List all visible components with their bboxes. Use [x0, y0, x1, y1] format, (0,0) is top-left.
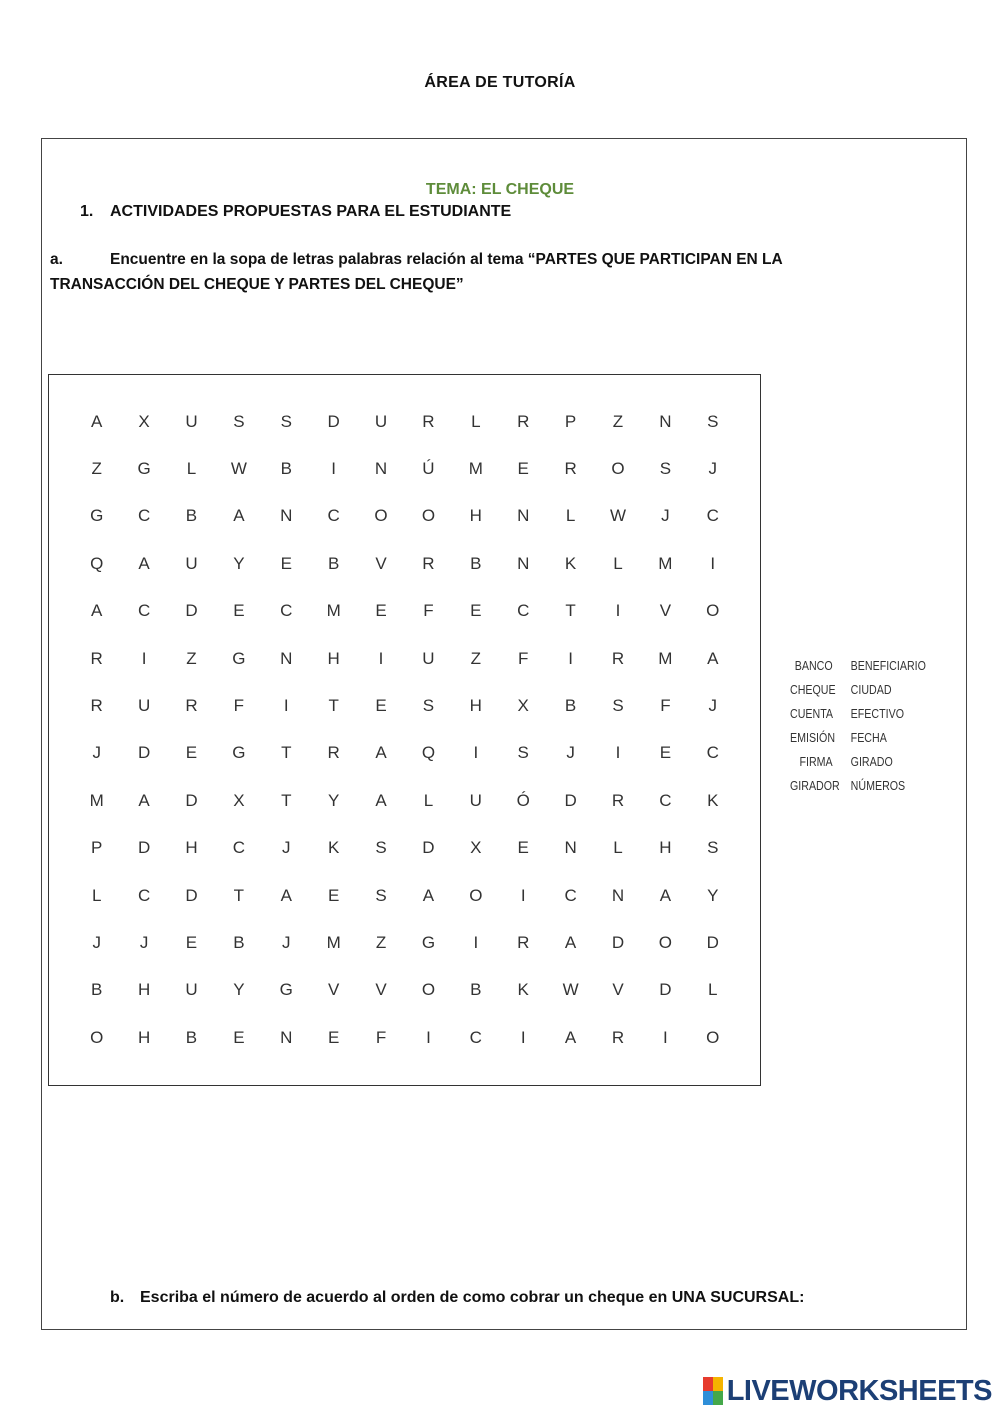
grid-cell[interactable]: L — [613, 838, 623, 858]
grid-cell[interactable]: R — [611, 790, 625, 810]
grid-cell[interactable]: R — [185, 696, 198, 716]
grid-cell[interactable]: V — [327, 980, 340, 1000]
word-list-item: CUENTA — [790, 706, 834, 721]
grid-cell[interactable]: S — [375, 885, 387, 905]
grid-cell[interactable]: D — [327, 411, 340, 431]
grid-cell[interactable]: I — [520, 885, 526, 905]
grid-cell[interactable]: B — [91, 980, 103, 1000]
instruction-b — [110, 1289, 804, 1307]
grid-cell[interactable]: K — [707, 790, 719, 810]
grid-cell[interactable]: Q — [90, 553, 104, 573]
grid-cell[interactable]: T — [233, 885, 245, 905]
grid-cell[interactable]: C — [469, 1027, 482, 1047]
grid-cell[interactable]: N — [517, 506, 530, 526]
grid-cell[interactable]: H — [659, 838, 672, 858]
grid-cell[interactable]: L — [423, 790, 434, 810]
grid-cell[interactable]: O — [611, 459, 625, 479]
grid-cell[interactable]: X — [233, 790, 245, 810]
grid-cell[interactable]: E — [280, 553, 292, 573]
grid-cell[interactable]: E — [375, 696, 387, 716]
grid-cell[interactable]: J — [661, 506, 670, 526]
grid-cell[interactable]: E — [185, 743, 198, 763]
grid-cell[interactable]: T — [565, 601, 576, 621]
grid-cell[interactable]: I — [615, 601, 621, 621]
grid-cell[interactable]: N — [374, 459, 388, 479]
grid-cell[interactable]: E — [470, 601, 482, 621]
grid-cell[interactable]: R — [517, 932, 530, 952]
grid-cell[interactable]: J — [708, 459, 718, 479]
grid-cell[interactable]: Y — [233, 980, 245, 1000]
grid-cell[interactable]: N — [280, 648, 293, 668]
grid-cell[interactable]: G — [137, 459, 151, 479]
grid-cell[interactable]: C — [706, 743, 719, 763]
grid-cell[interactable]: M — [326, 932, 341, 952]
grid-cell[interactable]: I — [473, 743, 479, 763]
grid-cell[interactable]: E — [517, 459, 529, 479]
grid-cell[interactable]: S — [422, 696, 435, 716]
grid-cell[interactable]: Z — [470, 648, 482, 668]
grid-cell[interactable]: D — [422, 838, 435, 858]
grid-cell[interactable]: D — [185, 885, 198, 905]
grid-cell[interactable]: O — [90, 1027, 104, 1047]
grid-cell[interactable]: G — [232, 648, 246, 668]
grid-cell[interactable]: B — [470, 553, 482, 573]
grid-cell[interactable]: B — [327, 553, 340, 573]
grid-cell[interactable]: E — [517, 838, 529, 858]
instruction-b-letter: b. — [110, 1289, 125, 1306]
grid-cell[interactable]: L — [565, 506, 576, 526]
grid-cell[interactable]: U — [374, 411, 388, 431]
grid-cell[interactable]: F — [423, 601, 434, 621]
grid-cell[interactable]: Y — [327, 790, 340, 810]
word-search-grid — [73, 398, 737, 1062]
grid-cell[interactable]: I — [141, 648, 147, 668]
grid-cell[interactable]: R — [327, 743, 340, 763]
grid-cell[interactable]: D — [706, 932, 719, 952]
grid-cell[interactable]: W — [609, 506, 627, 526]
grid-cell[interactable]: O — [421, 506, 436, 526]
grid-cell[interactable]: I — [473, 932, 479, 952]
logo-square — [713, 1377, 723, 1391]
grid-cell[interactable]: U — [185, 553, 198, 573]
grid-cell[interactable]: Q — [421, 743, 436, 763]
grid-cell[interactable]: O — [421, 980, 436, 1000]
grid-cell[interactable]: J — [92, 743, 101, 763]
grid-cell[interactable]: E — [185, 932, 198, 952]
grid-cell[interactable]: I — [378, 648, 384, 668]
grid-cell[interactable]: E — [375, 601, 387, 621]
grid-cell[interactable]: A — [707, 648, 719, 668]
grid-cell[interactable]: U — [137, 696, 151, 716]
grid-cell[interactable]: J — [139, 932, 149, 952]
grid-cell[interactable]: D — [564, 790, 577, 810]
grid-cell[interactable]: G — [279, 980, 293, 1000]
grid-cell[interactable]: V — [375, 980, 387, 1000]
grid-cell[interactable]: J — [566, 743, 575, 763]
word-list-item: BENEFICIARIO — [850, 658, 926, 673]
grid-cell[interactable]: L — [613, 553, 623, 573]
grid-cell[interactable]: D — [137, 743, 151, 763]
grid-cell[interactable]: R — [611, 648, 625, 668]
word-list-item: CIUDAD — [850, 682, 892, 697]
grid-cell[interactable]: N — [280, 1027, 293, 1047]
grid-cell[interactable]: Z — [91, 459, 102, 479]
grid-cell[interactable]: D — [185, 790, 198, 810]
grid-cell[interactable]: U — [185, 980, 198, 1000]
grid-cell[interactable]: R — [611, 1027, 625, 1047]
instruction-a — [50, 247, 900, 297]
word-list-item: GIRADOR — [790, 778, 840, 793]
grid-cell[interactable]: D — [137, 838, 151, 858]
grid-cell[interactable]: O — [706, 1027, 720, 1047]
grid-cell[interactable]: R — [90, 648, 103, 668]
grid-cell[interactable]: M — [89, 790, 104, 810]
grid-cell[interactable]: R — [90, 696, 103, 716]
grid-cell[interactable]: K — [564, 553, 577, 573]
grid-cell[interactable]: U — [469, 790, 482, 810]
grid-cell[interactable]: S — [280, 411, 292, 431]
grid-cell[interactable]: V — [612, 980, 624, 1000]
grid-cell[interactable]: B — [564, 696, 577, 716]
grid-cell[interactable]: S — [659, 459, 672, 479]
grid-cell[interactable]: A — [422, 885, 435, 905]
grid-cell[interactable]: T — [281, 743, 292, 763]
grid-cell[interactable]: I — [663, 1027, 668, 1047]
grid-cell[interactable]: J — [282, 838, 291, 858]
grid-cell[interactable]: N — [659, 411, 672, 431]
grid-cell[interactable]: C — [232, 838, 245, 858]
grid-cell[interactable]: R — [422, 411, 435, 431]
grid-cell[interactable]: D — [185, 601, 198, 621]
grid-cell[interactable]: N — [517, 553, 530, 573]
grid-cell[interactable]: H — [137, 980, 151, 1000]
grid-cell[interactable]: A — [564, 932, 577, 952]
grid-cell[interactable]: H — [137, 1027, 151, 1047]
grid-cell[interactable]: D — [611, 932, 625, 952]
grid-cell[interactable]: I — [283, 696, 289, 716]
grid-cell[interactable]: Ó — [516, 790, 530, 810]
grid-cell[interactable]: A — [91, 601, 103, 621]
grid-cell[interactable]: Y — [233, 553, 245, 573]
word-list-item: GIRADO — [850, 754, 893, 769]
grid-cell[interactable]: C — [137, 601, 151, 621]
grid-cell[interactable]: W — [230, 459, 247, 479]
grid-cell[interactable]: E — [327, 885, 340, 905]
liveworksheets-logo-icon — [703, 1377, 723, 1405]
grid-cell[interactable]: I — [710, 553, 716, 573]
activities-number: 1. — [80, 203, 94, 220]
grid-cell[interactable]: B — [185, 506, 198, 526]
grid-cell[interactable]: C — [137, 506, 151, 526]
grid-cell[interactable]: K — [517, 980, 529, 1000]
grid-cell[interactable]: V — [375, 553, 387, 573]
grid-cell[interactable]: Z — [375, 932, 387, 952]
word-list-item: FIRMA — [799, 754, 833, 769]
grid-cell[interactable]: F — [233, 696, 245, 716]
grid-cell[interactable]: X — [470, 838, 482, 858]
grid-cell[interactable]: Y — [707, 885, 719, 905]
activities-heading — [80, 203, 511, 221]
grid-cell[interactable]: A — [375, 743, 387, 763]
grid-cell[interactable]: R — [564, 459, 577, 479]
word-list-item: EMISIÓN — [790, 730, 836, 745]
grid-cell[interactable]: C — [517, 601, 530, 621]
grid-cell[interactable]: R — [517, 411, 530, 431]
grid-cell[interactable]: I — [520, 1027, 526, 1047]
grid-cell[interactable]: J — [708, 696, 718, 716]
grid-cell[interactable]: A — [138, 553, 150, 573]
grid-cell[interactable]: S — [707, 411, 719, 431]
grid-cell[interactable]: U — [185, 411, 198, 431]
grid-cell[interactable]: A — [280, 885, 292, 905]
grid-cell[interactable]: H — [185, 838, 198, 858]
liveworksheets-logo[interactable] — [703, 1374, 992, 1408]
grid-cell[interactable]: G — [232, 743, 246, 763]
word-list — [790, 658, 929, 793]
logo-text: LIVEWORKSHEETS — [726, 1374, 992, 1407]
grid-cell[interactable]: C — [280, 601, 293, 621]
grid-cell[interactable]: K — [327, 838, 340, 858]
grid-cell[interactable]: H — [469, 696, 482, 716]
grid-cell[interactable]: A — [91, 411, 103, 431]
grid-cell[interactable]: A — [659, 885, 672, 905]
grid-cell[interactable]: S — [375, 838, 387, 858]
grid-cell[interactable]: C — [327, 506, 340, 526]
grid-cell[interactable]: N — [564, 838, 577, 858]
grid-cell[interactable]: O — [658, 932, 672, 952]
logo-square — [713, 1391, 723, 1405]
grid-cell[interactable]: B — [185, 1027, 198, 1047]
grid-cell[interactable]: J — [282, 932, 291, 952]
grid-cell[interactable]: N — [611, 885, 625, 905]
grid-cell[interactable]: O — [706, 601, 720, 621]
grid-cell[interactable]: F — [518, 648, 529, 668]
grid-cell[interactable]: H — [469, 506, 482, 526]
grid-cell[interactable]: E — [233, 1027, 245, 1047]
grid-cell[interactable]: M — [658, 553, 673, 573]
logo-square — [703, 1391, 713, 1405]
grid-cell[interactable]: I — [615, 743, 621, 763]
instruction-a-text: Encuentre en la sopa de letras palabras relación al tema “PARTES QUE PARTICIPAN EN LA TRANSACCIÓN DEL CHEQUE Y PARTES DEL CHEQUE” — [50, 251, 783, 293]
grid-cell[interactable]: M — [658, 648, 673, 668]
page-header-title: ÁREA DE TUTORÍA — [424, 74, 576, 91]
grid-cell[interactable]: M — [468, 459, 483, 479]
grid-cell[interactable]: A — [138, 790, 150, 810]
grid-cell[interactable]: B — [470, 980, 482, 1000]
grid-cell[interactable]: E — [327, 1027, 340, 1047]
grid-cell[interactable]: S — [707, 838, 719, 858]
grid-cell[interactable]: C — [706, 506, 719, 526]
grid-cell[interactable]: D — [659, 980, 672, 1000]
grid-cell[interactable]: V — [659, 601, 672, 621]
grid-cell[interactable]: C — [137, 885, 151, 905]
grid-cell[interactable]: X — [138, 411, 150, 431]
word-list-item: EFECTIVO — [850, 706, 904, 721]
word-list-item: NÚMEROS — [850, 778, 906, 793]
grid-cell[interactable]: H — [327, 648, 340, 668]
grid-cell[interactable]: O — [374, 506, 388, 526]
grid-cell[interactable]: W — [562, 980, 579, 1000]
grid-cell[interactable]: L — [91, 885, 102, 905]
grid-cell[interactable]: O — [469, 885, 483, 905]
grid-cell[interactable]: J — [92, 932, 101, 952]
grid-cell[interactable]: I — [568, 648, 573, 668]
grid-cell[interactable]: S — [517, 743, 529, 763]
grid-cell[interactable]: L — [471, 411, 481, 431]
grid-cell[interactable]: I — [331, 459, 337, 479]
grid-cell[interactable]: M — [326, 601, 341, 621]
instruction-a-letter: a. — [50, 251, 63, 268]
word-list-item: BANCO — [794, 658, 833, 673]
grid-cell[interactable]: F — [375, 1027, 387, 1047]
grid-cell[interactable]: R — [422, 553, 435, 573]
activities-title: ACTIVIDADES PROPUESTAS PARA EL ESTUDIANTE — [110, 203, 512, 220]
grid-cell[interactable]: T — [328, 696, 339, 716]
grid-cell[interactable]: E — [233, 601, 245, 621]
instruction-b-text: Escriba el número de acuerdo al orden de como cobrar un cheque en UNA SUCURSAL: — [140, 1289, 805, 1306]
word-list-item: FECHA — [850, 730, 887, 745]
grid-cell[interactable]: T — [281, 790, 292, 810]
grid-cell[interactable]: A — [375, 790, 387, 810]
grid-cell[interactable]: A — [564, 1027, 577, 1047]
grid-cell[interactable]: U — [422, 648, 435, 668]
grid-cell[interactable]: G — [421, 932, 436, 952]
grid-cell[interactable]: N — [280, 506, 293, 526]
word-list-item: CHEQUE — [790, 682, 836, 697]
topic-title: TEMA: EL CHEQUE — [425, 181, 575, 198]
logo-square — [703, 1377, 713, 1391]
grid-cell[interactable]: B — [280, 459, 292, 479]
grid-cell[interactable]: G — [90, 506, 104, 526]
grid-cell[interactable]: P — [564, 411, 577, 431]
grid-cell[interactable]: P — [91, 838, 103, 858]
grid-cell[interactable]: L — [186, 459, 197, 479]
grid-cell[interactable]: B — [233, 932, 245, 952]
grid-cell[interactable]: E — [659, 743, 672, 763]
grid-cell[interactable]: F — [660, 696, 671, 716]
grid-cell[interactable]: X — [517, 696, 529, 716]
grid-cell[interactable]: C — [659, 790, 672, 810]
grid-cell[interactable]: Ú — [422, 459, 435, 479]
grid-cell[interactable]: Z — [612, 411, 624, 431]
grid-cell[interactable]: S — [612, 696, 624, 716]
grid-cell[interactable]: I — [426, 1027, 431, 1047]
grid-cell[interactable]: A — [233, 506, 245, 526]
grid-cell[interactable]: Z — [186, 648, 197, 668]
grid-cell[interactable]: S — [233, 411, 245, 431]
grid-cell[interactable]: L — [708, 980, 718, 1000]
grid-cell[interactable]: C — [564, 885, 577, 905]
